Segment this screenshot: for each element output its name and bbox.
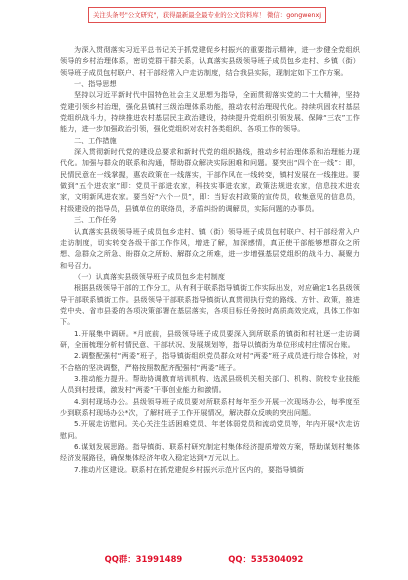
- section-heading: 一、指导思想: [74, 79, 117, 89]
- body-paragraph: 3.推动能力提升。帮助协调教育培训机构、选派县级机关相关部门、机构、院校专业技能人员到村授课，激发村“两委”干事创业能力和激情。: [60, 373, 360, 395]
- section-heading: 三、工作任务: [74, 215, 117, 225]
- footer-qq-contact: QQ：535304092: [228, 554, 304, 564]
- body-paragraph: 6.谋划发展思路。指导镇街、联系村研究制定村集体经济提质增效方案，帮助谋划村集体经济发展路径，确保集体经济年收入稳定达到*万元以上。: [60, 442, 360, 463]
- body-paragraph: 为深入贯彻落实习近平总书记关于抓党建促乡村振兴的重要指示精神，进一步健全党组织领导的乡村治理体系，密切党群干群关系，认真落实县级领导班子成员包乡走村、乡镇（街）领导班子成员包村联户、村干部经常入户走访制度，结合我县实际，现制定如下工作方案。: [60, 45, 360, 77]
- footer-qq-group: QQ群：31991489: [104, 554, 183, 564]
- body-paragraph: 认真落实县级领导班子成员包乡走村、镇（街）领导班子成员包村联户、村干部经常入户走访制度，切实转变各级干部工作作风，增进了解，加深感情，真正使干部能够想群众之所想、急群众之所急、盼群众之所盼、解群众之所难，进一步增强基层党组织的战斗力、凝聚力和号召力。: [60, 226, 360, 270]
- section-heading: 二、工作措施: [74, 135, 117, 145]
- body-paragraph: 坚持以习近平新时代中国特色社会主义思想为指导，全面贯彻落实党的二十大精神，坚持党建引领乡村治理，强化县镇村三级治理体系功能，推动农村治理现代化。持续巩固农村基层党组织战斗力，持续推进农村基层民主政治建设，持续提升党组织引领发展、保障“三农”工作能力，进一步加强政治引领，强化党组织对农村各类组织、各项工作的领导。: [60, 90, 360, 134]
- body-paragraph: 根据县级领导干部的工作分工，从有利于联系指导镇街工作实际出发，对应确定1名县级领导干部联系镇街工作。县级领导干部联系指导镇街认真贯彻执行党的路线、方针、政策，推进党中央、省市县委的各项决策部署在基层落实，各项目标任务按时高质高效完成，具体工作如下。: [60, 283, 360, 327]
- body-paragraph: 7.推动片区建设。联系村在抓党建促乡村振兴示范片区内的，要指导镇街: [74, 464, 304, 474]
- body-paragraph: 深入贯彻新时代党的建设总要求和新时代党的组织路线，推动乡村治理体系和治理能力现代化。加强与群众的联系和沟通，帮助群众解决实际困难和问题。要突出“四个在一线”：即，民情民意在一线掌握，惠农政策在一线落实，干部作风在一线转变，镇村发展在一线推进。要做到“五个进农家”即：党员干部进农家，科技实事进农家，政策法规进农家，信息技术进农家，文明新风进农家。要当好“六个一员”，即：当好农村政策的宣传员，收集意见的信息员，村级建设的指导员，县镇单位的联络员，矛盾纠纷的调解员，实际问题的办事员。: [60, 147, 360, 213]
- body-paragraph: 2.调整配强村“两委”班子，指导镇街组织党员群众对村“两委”班子成员进行综合体检，对不合格的坚决调整，严格按照数配齐配强村“两委”班子。: [60, 351, 360, 372]
- body-paragraph: 1.开展集中调研。*月底前，县级领导班子成员要深入到所联系的镇街和村社逐一走访调研，全面梳理分析村情民意、干部状况、发展规划等，指导以镇街为单位形成村庄情况台账。: [60, 328, 360, 349]
- body-paragraph: 4.到村现场办公。县级领导班子成员要对所联系村每年至少开展一次现场办公，每季度至少到联系村现场办公*次，了解村班子工作开展情况，解决群众反映的突出问题。: [60, 396, 360, 417]
- footer: [0, 553, 408, 567]
- watermark-banner: 关注头条号"公文研究"，获得最新最全最专业的公文资料库！ 微信：gongwenxj: [88, 7, 326, 23]
- body-paragraph: 5.开展走访慰问。关心关注生活困难党员、年老体弱党员和流动党员等，年内开展*次走访慰问。: [60, 419, 360, 440]
- document-body: [60, 44, 360, 475]
- body-paragraph: （一）认真落实县级领导班子成员包乡走村制度: [74, 271, 226, 281]
